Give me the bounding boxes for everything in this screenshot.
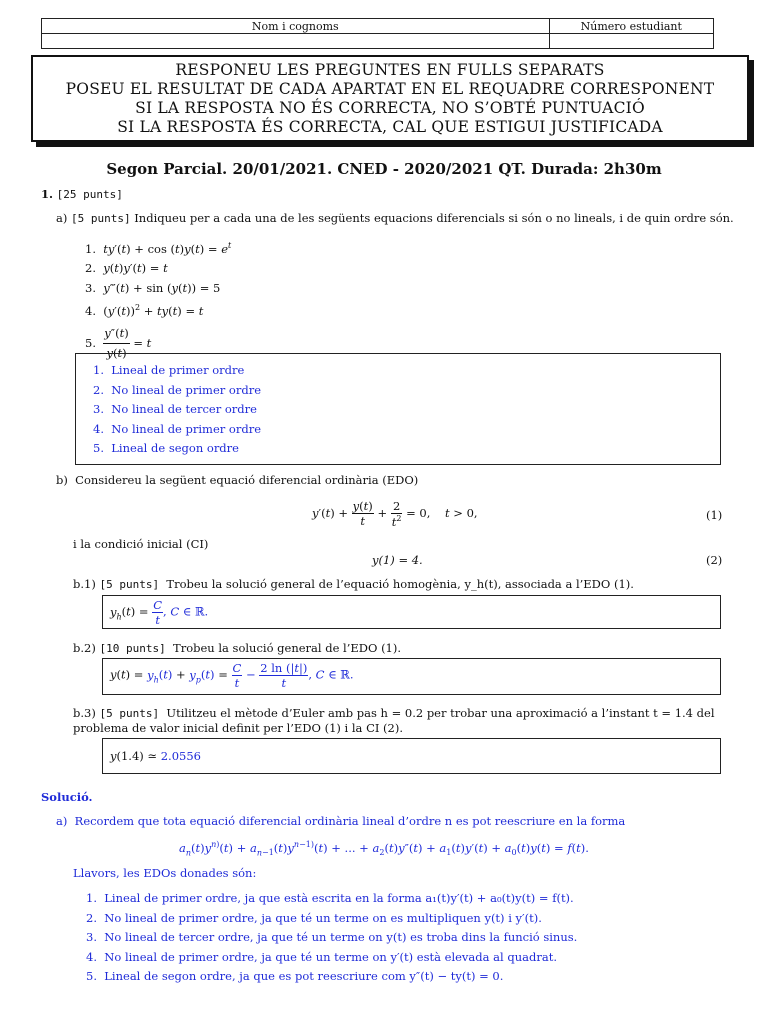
answer-a-4: 4. No lineal de primer ordre — [93, 421, 262, 436]
answer-box-b1 — [102, 595, 721, 629]
answer-b1-formula: $y_h(t)$ = $\frac{C}{t}$ , C ∈ ℝ. — [110, 598, 209, 627]
solution-item-3: 3. No lineal de tercer ordre, ja que té un terme on y(t) es troba dins la funció sinus. — [86, 930, 578, 944]
solution-item-5: 5. Lineal de segon ordre, ja que es pot reescriure com y″(t) − ty(t) = 0. — [86, 969, 504, 983]
solution-then-text: Llavors, les EDOs donades són: — [73, 866, 257, 880]
question-points: [25 punts] — [56, 188, 123, 201]
name-field[interactable] — [42, 34, 550, 49]
part-a-points: [5 punts] — [71, 212, 131, 225]
part-b3-label: b.3) — [73, 706, 96, 720]
answer-a-2: 2. No lineal de primer ordre — [93, 382, 262, 397]
answer-box-a — [75, 353, 721, 465]
solution-item-1: 1. Lineal de primer ordre, ja que està escrita en la forma a₁(t)y′(t) + a₀(t)y(t) = f(t). — [86, 891, 574, 905]
answer-b2-formula: $y(t) = y_h(t) + y_p(t)$ = $\frac{C}{t}$ − $\frac{2 \ln (|t|)}{t}$ , C ∈ ℝ. — [110, 661, 354, 690]
name-label: Nom i cognoms — [42, 19, 550, 34]
part-b-text: Considereu la següent equació diferencial ordinària (EDO) — [75, 473, 419, 487]
part-b-label: b) — [56, 473, 68, 487]
equation-3: 3. y‴(t) + sin (y(t)) = 5 — [85, 280, 221, 295]
instruction-line-4: SI LA RESPOSTA ÉS CORRECTA, CAL QUE ESTIGUI JUSTIFICADA — [117, 118, 663, 136]
answer-a-1: 1. Lineal de primer ordre — [93, 363, 245, 377]
solution-item-4: 4. No lineal de primer ordre, ja que té un terme on y′(t) està elevada al quadrat. — [86, 949, 557, 964]
answer-list-a — [93, 361, 261, 459]
part-b3-points: [5 punts] — [99, 707, 160, 720]
instructions-banner — [31, 55, 749, 142]
part-b-statement — [56, 473, 418, 487]
part-b2-points: [10 punts] — [99, 642, 166, 655]
solution-item-2: 2. No lineal de primer ordre, ja que té un terme on es multipliquen y(t) i y′(t). — [86, 910, 542, 925]
equation-1: 1. $ty'(t) + \cos (t)y(t) = e^t$ — [85, 241, 232, 256]
answer-b3-value: 2.0556 — [160, 749, 201, 763]
equation-2: 2. y(t)y′(t) = t — [85, 261, 168, 276]
linear-ode-general-form: $a_n(t)y^{n)}(t) + a_{n-1}(t)y^{n-1)}(t)$ + ... + $a_2(t)y''(t) + a_1(t)y'(t) + a_0(t)y(t) = f(t)$. — [179, 840, 589, 858]
part-b3-text: Utilitzeu el mètode d’Euler amb pas h = 0.2 per trobar una aproximació a l’instant t = 1.4 del problema de valor inicial definit per l’EDO (1) i la CI (2). — [73, 706, 715, 735]
question-number: 1. — [41, 187, 54, 201]
equation-tag-1: (1) — [706, 508, 723, 522]
part-a-label: a) — [56, 211, 68, 225]
part-b1-text: Trobeu la solució general de l’equació homogènia, y_h(t), associada a l’EDO (1). — [166, 577, 634, 591]
equation-4: 4. $(y'(t))^2 + ty(t) = t$ — [85, 303, 204, 319]
part-a-statement — [56, 211, 756, 225]
solution-heading: Solució. — [41, 790, 93, 804]
student-number-field[interactable] — [549, 34, 713, 49]
part-a-text: Indiqueu per a cada una de les següents equacions diferencials si són o no lineals, i de quin ordre són. — [134, 211, 734, 225]
solution-a-label: a) — [56, 814, 68, 828]
part-b1-points: [5 punts] — [99, 578, 160, 591]
solution-a-text: Recordem que tota equació diferencial ordinària lineal d’ordre n es pot reescriure en la forma — [74, 814, 626, 828]
answer-box-b2 — [102, 658, 721, 695]
part-b2-label: b.2) — [73, 641, 96, 655]
part-b1-label: b.1) — [73, 577, 96, 591]
answer-a-5: 5. Lineal de segon ordre — [93, 441, 239, 455]
part-b2-statement — [73, 641, 401, 655]
initial-condition-equation: y(1) = 4. — [372, 553, 423, 567]
solution-a-intro — [56, 814, 756, 828]
solution-list — [86, 889, 746, 987]
answer-box-b3 — [102, 738, 721, 774]
answer-a-3: 3. No lineal de tercer ordre — [93, 402, 257, 416]
part-b3-statement — [73, 706, 753, 736]
student-info-table — [41, 18, 714, 49]
instruction-line-2: POSEU EL RESULTAT DE CADA APARTAT EN EL REQUADRE CORRESPONENT — [65, 80, 715, 98]
exam-title: Segon Parcial. 20/01/2021. CNED - 2020/2021 QT. Durada: 2h30m — [106, 160, 662, 178]
question-1-header — [41, 187, 123, 201]
equation-tag-2: (2) — [706, 553, 723, 567]
answer-b3-formula: y(1.4) ≃ 2.0556 — [110, 749, 201, 763]
instruction-line-1: RESPONEU LES PREGUNTES EN FULLS SEPARATS — [175, 61, 605, 79]
instruction-line-3: SI LA RESPOSTA NO ÉS CORRECTA, NO S’OBTÉ PUNTUACIÓ — [135, 99, 645, 117]
part-b1-statement — [73, 577, 634, 591]
initial-condition-text: i la condició inicial (CI) — [73, 537, 209, 551]
equation-5: 5. $\frac{y''(t)}{y(t)}$ = t — [85, 325, 152, 361]
part-b2-text: Trobeu la solució general de l’EDO (1). — [173, 641, 402, 655]
equation-list — [85, 236, 231, 364]
ode-equation: y′(t) + $\frac{y(t)}{t}$ + $\frac{2}{t^2}$ = 0, t > 0, — [312, 499, 478, 529]
student-number-label: Número estudiant — [549, 19, 713, 34]
